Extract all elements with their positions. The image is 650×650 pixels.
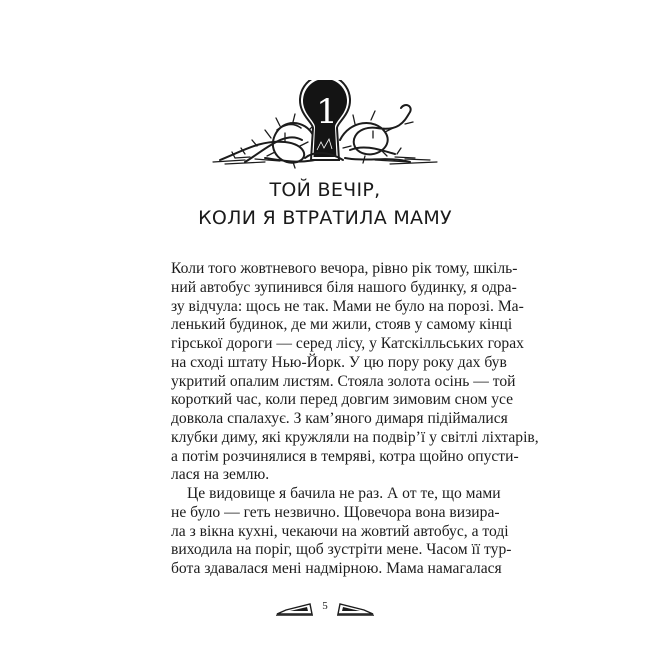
text-line: довкола спалахує. З кам’яного димаря підіймалися: [171, 410, 508, 427]
text-line: ла з вікна кухні, чекаючи на жовтий автобус, а тоді: [171, 522, 509, 540]
text-line: ленький будинок, де ми жили, стояв у самому кінці: [171, 316, 513, 334]
body-text: [171, 260, 539, 579]
paragraph-2: [171, 485, 512, 579]
right-arrow-ornament-icon: [336, 602, 374, 616]
text-line: короткий час, коли перед довгим зимовим сном усе: [171, 391, 514, 409]
text-line: бота здавалася мені надмірною. Мама намагалася: [171, 560, 502, 577]
text-line: укритий опалим листям. Стояла золота осінь — той: [171, 372, 516, 390]
text-line: гірської дороги — серед лісу, у Катскілльських горах: [171, 335, 524, 352]
chapter-title-line-2: КОЛИ Я ВТРАТИЛА МАМУ: [198, 207, 452, 229]
text-line: виходила на поріг, щоб зустріти мене. Часом її тур-: [171, 541, 512, 559]
text-line: а потім розчинялися в темряві, котра щойно опусти-: [171, 447, 519, 465]
page-footer: [270, 598, 380, 622]
text-line: не було — геть незвично. Щовечора вона визира-: [171, 503, 500, 521]
chapter-title-line-1: ТОЙ ВЕЧІР,: [269, 179, 381, 201]
text-line: на сході штату Нью-Йорк. У цю пору року дах був: [171, 353, 507, 371]
left-arrow-ornament-icon: [276, 602, 314, 616]
paragraph-1: [171, 260, 539, 485]
chapter-number: 1: [316, 92, 338, 132]
text-line: Це видовище я бачила не раз. А от те, що мами: [187, 485, 501, 502]
text-line: зу відчула: щось не так. Мами не було на порозі. Ма-: [171, 297, 524, 315]
page-number: 5: [322, 600, 328, 612]
text-line: лася на землю.: [171, 466, 270, 484]
text-line: Коли того жовтневого вечора, рівно рік тому, шкіль-: [171, 260, 518, 277]
text-line: клубки диму, які кружляли на подвір’ї у світлі ліхтарів,: [171, 428, 539, 446]
chapter-title: [150, 176, 500, 232]
text-line: ний автобус зупинився біля нашого будинку, я одра-: [171, 278, 517, 296]
